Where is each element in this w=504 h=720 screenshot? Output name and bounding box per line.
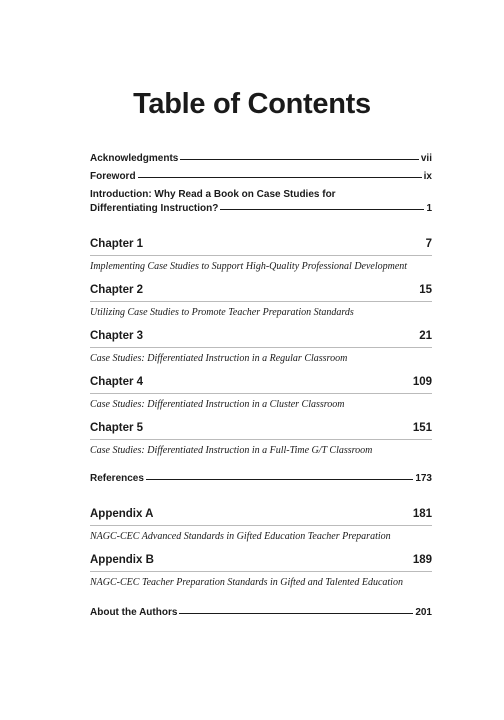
chapter-page: 7 [425,238,432,250]
chapter-label: Chapter 1 [90,238,144,250]
chapter-page: 109 [412,376,432,388]
dot-leader [179,613,413,614]
appendix-subtitle: NAGC-CEC Teacher Preparation Standards in Gifted and Talented Education [90,577,403,588]
toc-entry-introduction[interactable] [90,188,432,216]
toc-appendix-b[interactable] [90,552,432,590]
toc-entry-acknowledgments[interactable] [90,152,432,166]
chapter-subtitle: Implementing Case Studies to Support High-Quality Professional Development [90,261,408,272]
toc-entry-label: About the Authors [90,607,178,618]
toc-entry-page: vii [420,153,432,164]
dot-leader [146,479,413,480]
toc-chapter-2[interactable] [90,282,432,320]
toc-entry-references[interactable] [90,472,432,486]
toc-entry-foreword[interactable] [90,170,432,184]
toc-entry-label: Acknowledgments [90,153,179,164]
toc-chapter-3[interactable] [90,328,432,366]
chapter-subtitle: Case Studies: Differentiated Instruction in a Full-Time G/T Classroom [90,445,373,456]
toc-entry-page: 173 [415,473,432,484]
chapter-subtitle: Utilizing Case Studies to Promote Teacher Preparation Standards [90,307,354,318]
toc-entry-about-the-authors[interactable] [90,606,432,620]
toc-entry-page: 1 [426,203,432,214]
chapter-subtitle: Case Studies: Differentiated Instruction in a Regular Classroom [90,353,348,364]
appendix-label: Appendix A [90,508,154,520]
appendix-label: Appendix B [90,554,154,566]
chapter-label: Chapter 2 [90,284,144,296]
table-of-contents [90,152,432,624]
chapter-page: 21 [419,330,432,342]
toc-chapter-5[interactable] [90,420,432,458]
toc-entry-page: 201 [415,607,432,618]
toc-entry-label: Foreword [90,171,136,182]
toc-chapter-4[interactable] [90,374,432,412]
appendix-page: 189 [412,554,432,566]
page-title: Table of Contents [133,88,371,120]
chapter-label: Chapter 5 [90,422,144,434]
chapter-subtitle: Case Studies: Differentiated Instruction in a Cluster Classroom [90,399,345,410]
dot-leader [138,177,422,178]
toc-chapter-1[interactable] [90,236,432,274]
chapter-page: 151 [412,422,432,434]
toc-entry-label-line1: Introduction: Why Read a Book on Case Studies for [90,189,336,200]
dot-leader [180,159,419,160]
chapter-page: 15 [419,284,432,296]
chapter-label: Chapter 3 [90,330,144,342]
chapter-label: Chapter 4 [90,376,144,388]
appendix-page: 181 [412,508,432,520]
toc-entry-label: References [90,473,144,484]
toc-entry-page: ix [423,171,432,182]
dot-leader [220,209,424,210]
toc-appendix-a[interactable] [90,506,432,544]
toc-entry-label-line2: Differentiating Instruction? [90,203,219,214]
appendix-subtitle: NAGC-CEC Advanced Standards in Gifted Education Teacher Preparation [90,531,391,542]
